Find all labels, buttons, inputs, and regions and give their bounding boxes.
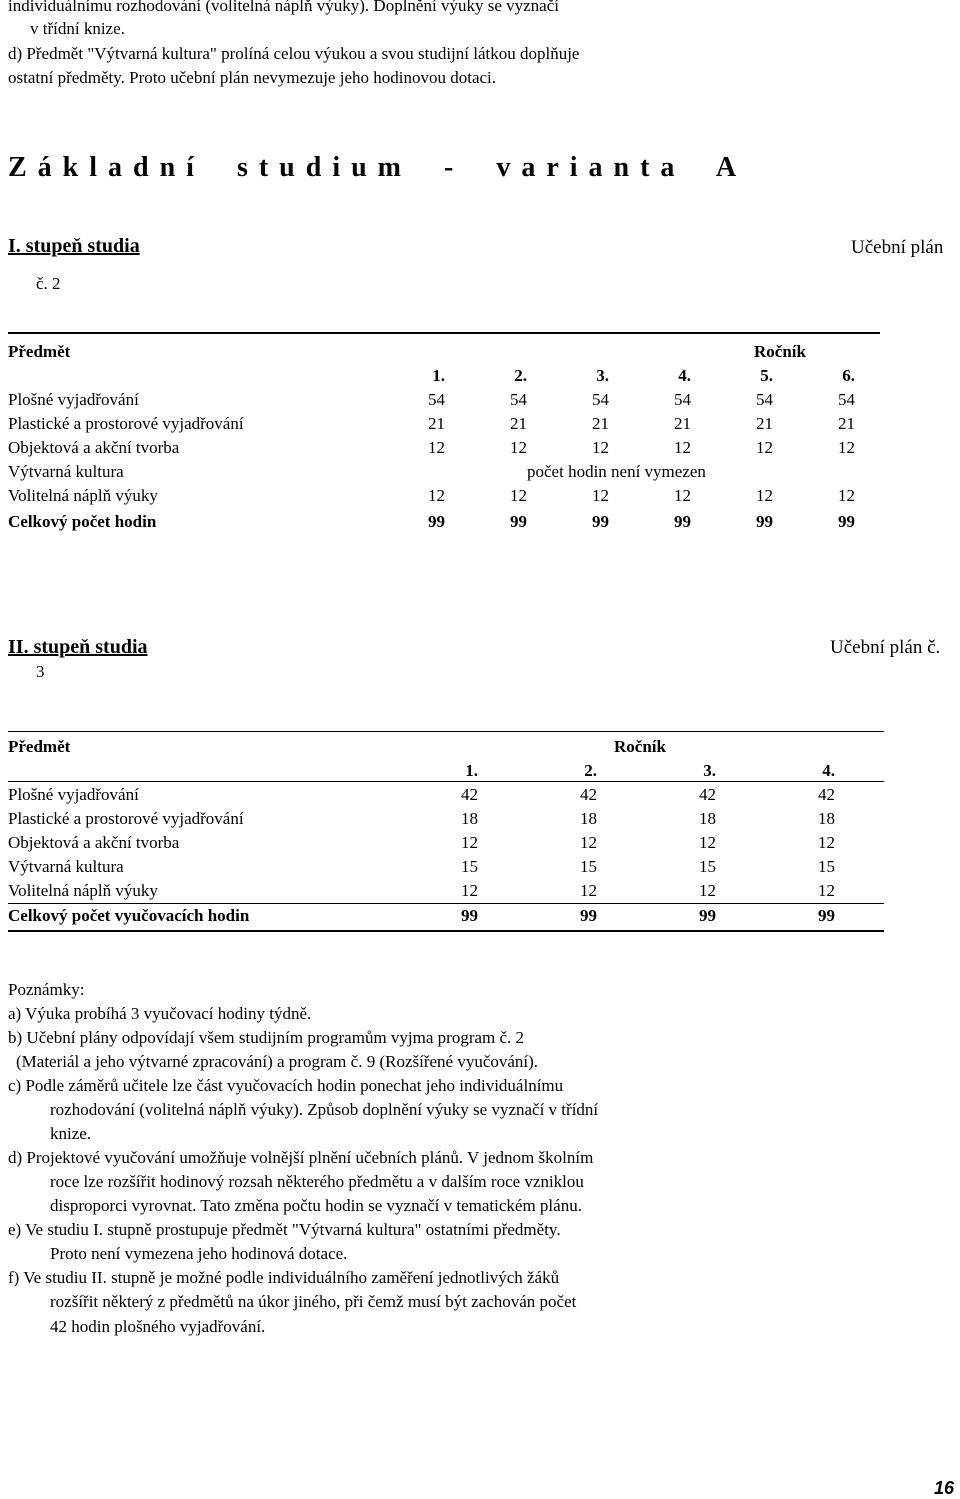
table1-cell: 12 <box>428 438 445 457</box>
table1-cell: 21 <box>592 414 609 433</box>
table1-year: 6. <box>842 366 855 385</box>
table2-cell: 12 <box>699 833 716 852</box>
table2-row-name: Volitelná náplň výuky <box>8 881 158 900</box>
note-line: roce lze rozšířit hodinový rozsah některého předmětu a v dalším roce vzniklou <box>50 1172 584 1191</box>
table1-cell: 21 <box>510 414 527 433</box>
table1-total-cell: 99 <box>592 512 609 531</box>
table1-row-note: počet hodin není vymezen <box>527 462 706 481</box>
table2-header-rule <box>8 781 884 782</box>
table1-row-name: Volitelná náplň výuky <box>8 486 158 505</box>
table1-total-cell: 99 <box>674 512 691 531</box>
section1-plan-number: č. 2 <box>36 274 61 293</box>
table2-cell: 42 <box>699 785 716 804</box>
table2-cell: 18 <box>580 809 597 828</box>
section2-plan-label: Učební plán č. <box>830 637 941 658</box>
table2-total-cell: 99 <box>580 906 597 925</box>
table2-top-rule <box>8 731 884 732</box>
table1-total-name: Celkový počet hodin <box>8 512 157 531</box>
section1-title: I. stupeň studia <box>8 235 140 257</box>
table2-cell: 12 <box>461 833 478 852</box>
table2-cell: 15 <box>461 857 478 876</box>
table1-cell: 21 <box>428 414 445 433</box>
note-line: f) Ve studiu II. stupně je možné podle individuálního zaměření jednotlivých žáků <box>8 1268 560 1287</box>
note-line: (Materiál a jeho výtvarné zpracování) a program č. 9 (Rozšířené vyučování). <box>16 1052 539 1071</box>
table1-cell: 12 <box>756 438 773 457</box>
section2-title: II. stupeň studia <box>8 636 148 658</box>
table1-cell: 21 <box>674 414 691 433</box>
table2-subject-header: Předmět <box>8 737 71 756</box>
table1-row-name: Plastické a prostorové vyjadřování <box>8 414 244 433</box>
table2-cell: 12 <box>461 881 478 900</box>
table1-row-name: Výtvarná kultura <box>8 462 124 481</box>
table1-row-name: Objektová a akční tvorba <box>8 438 180 457</box>
table1-cell: 12 <box>674 438 691 457</box>
table2-year: 4. <box>822 761 835 780</box>
note-line: disproporci vyrovnat. Tato změna počtu hodin se vyznačí v tematickém plánu. <box>50 1196 582 1215</box>
note-line: e) Ve studiu I. stupně prostupuje předmět "Výtvarná kultura" ostatními předměty. <box>8 1220 561 1239</box>
table1-total-cell: 99 <box>428 512 445 531</box>
note-line: Proto není vymezena jeho hodinová dotace. <box>50 1244 348 1263</box>
table1-cell: 54 <box>756 390 773 409</box>
note-line: b) Učební plány odpovídají všem studijním programům vyjma program č. 2 <box>8 1028 525 1047</box>
table1-cell: 21 <box>838 414 855 433</box>
table2-cell: 12 <box>580 881 597 900</box>
table1-total-cell: 99 <box>510 512 527 531</box>
table2-row-name: Objektová a akční tvorba <box>8 833 180 852</box>
table2-total-cell: 99 <box>818 906 835 925</box>
table1-cell: 12 <box>838 438 855 457</box>
intro-line: ostatní předměty. Proto učební plán nevymezuje jeho hodinovou dotaci. <box>8 68 497 87</box>
table2-year-header: Ročník <box>614 737 666 756</box>
table2-total-name: Celkový počet vyučovacích hodin <box>8 906 250 925</box>
note-line: rozhodování (volitelná náplň výuky). Způsob doplnění výuky se vyznačí v třídní <box>50 1100 599 1119</box>
table1-year: 2. <box>514 366 527 385</box>
table1-cell: 12 <box>838 486 855 505</box>
table2-total-cell: 99 <box>461 906 478 925</box>
note-line: a) Výuka probíhá 3 vyučovací hodiny týdně. <box>8 1004 312 1023</box>
table1-subject-header: Předmět <box>8 342 71 361</box>
table2-cell: 18 <box>461 809 478 828</box>
table1-year-header: Ročník <box>754 342 806 361</box>
table1-total-cell: 99 <box>838 512 855 531</box>
table1-cell: 12 <box>428 486 445 505</box>
table2-total-rule <box>8 903 884 904</box>
notes-title: Poznámky: <box>8 980 85 999</box>
table1-year: 1. <box>432 366 445 385</box>
table1-total-cell: 99 <box>756 512 773 531</box>
table2-cell: 42 <box>580 785 597 804</box>
table2-cell: 15 <box>818 857 835 876</box>
table1-row-name: Plošné vyjadřování <box>8 390 139 409</box>
table1-cell: 12 <box>592 486 609 505</box>
table1-cell: 12 <box>674 486 691 505</box>
table2-year: 2. <box>584 761 597 780</box>
table1-cell: 54 <box>510 390 527 409</box>
table2-cell: 12 <box>580 833 597 852</box>
section2-plan-number: 3 <box>36 662 45 681</box>
table2-cell: 12 <box>699 881 716 900</box>
note-line: knize. <box>50 1124 92 1143</box>
table1-cell: 54 <box>592 390 609 409</box>
page-heading: Základní studium - varianta A <box>8 152 748 183</box>
note-line: c) Podle záměrů učitele lze část vyučovacích hodin ponechat jeho individuálnímu <box>8 1076 564 1095</box>
table1-cell: 12 <box>756 486 773 505</box>
table1-cell: 54 <box>428 390 445 409</box>
table2-cell: 18 <box>699 809 716 828</box>
table2-cell: 12 <box>818 881 835 900</box>
note-line: rozšířit některý z předmětů na úkor jiného, při čemž musí být zachován počet <box>50 1292 577 1311</box>
table2-total-cell: 99 <box>699 906 716 925</box>
table2-cell: 42 <box>461 785 478 804</box>
table1-cell: 12 <box>592 438 609 457</box>
table2-cell: 42 <box>818 785 835 804</box>
table2-row-name: Výtvarná kultura <box>8 857 124 876</box>
table2-cell: 12 <box>818 833 835 852</box>
note-line: 42 hodin plošného vyjadřování. <box>50 1317 266 1336</box>
table1-year: 3. <box>596 366 609 385</box>
table2-cell: 15 <box>580 857 597 876</box>
intro-line: d) Předmět "Výtvarná kultura" prolíná celou výukou a svou studijní látkou doplňuje <box>8 44 580 63</box>
table2-row-name: Plošné vyjadřování <box>8 785 139 804</box>
table1-top-rule <box>8 332 880 334</box>
table1-cell: 12 <box>510 438 527 457</box>
table2-year: 3. <box>703 761 716 780</box>
table2-year: 1. <box>465 761 478 780</box>
table2-row-name: Plastické a prostorové vyjadřování <box>8 809 244 828</box>
intro-line: v třídní knize. <box>30 19 125 38</box>
table2-bottom-rule <box>8 930 884 932</box>
intro-line: individuálnímu rozhodování (volitelná náplň výuky). Doplnění výuky se vyznačí <box>8 0 559 15</box>
table1-cell: 54 <box>838 390 855 409</box>
table2-cell: 18 <box>818 809 835 828</box>
section1-plan-label: Učební plán <box>851 237 944 258</box>
table1-year: 5. <box>760 366 773 385</box>
table1-cell: 54 <box>674 390 691 409</box>
table1-cell: 21 <box>756 414 773 433</box>
page-number: 16 <box>934 1478 955 1498</box>
table1-year: 4. <box>678 366 691 385</box>
table2-cell: 15 <box>699 857 716 876</box>
note-line: d) Projektové vyučování umožňuje volnější plnění učebních plánů. V jednom školním <box>8 1148 594 1167</box>
table1-cell: 12 <box>510 486 527 505</box>
